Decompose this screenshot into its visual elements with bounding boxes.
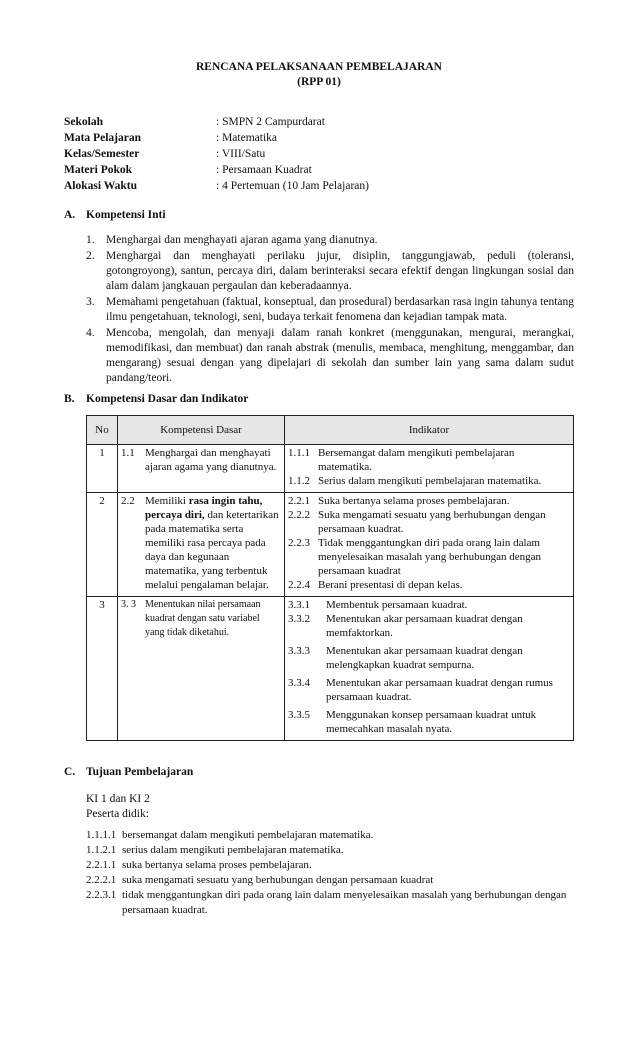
indikator-number: 3.3.2 <box>288 613 310 625</box>
item-text: Memahami pengetahuan (faktual, konseptual, dan prosedural) berdasarkan rasa ingin tahunya tentang ilmu pengetahuan, teknologi, seni, budaya terkait fenomena dan kejadian tampak mata. <box>106 296 574 323</box>
indikator-number: 2.2.1 <box>288 495 310 507</box>
section-a-heading <box>64 208 574 223</box>
indikator-text: Membentuk persamaan kuadrat. <box>326 599 468 611</box>
section-letter: A. <box>64 209 76 221</box>
kd-cell <box>118 493 285 597</box>
indikator-cell <box>285 493 574 597</box>
section-letter: B. <box>64 393 75 405</box>
section-title: Kompetensi Dasar dan Indikator <box>86 393 249 405</box>
item-number: 2.2.1.1 <box>86 859 117 871</box>
item-text: Menghargai dan menghayati perilaku jujur, disiplin, tanggungjawab, peduli (toleransi, gotongroyong), santun, percaya diri, dalam berinteraksi secara efektif dengan lingkungan sosial dan alam dalam jangkauan pergaulan dan keberadaannya. <box>106 250 574 292</box>
section-b-heading <box>64 392 574 407</box>
list-item <box>86 873 574 888</box>
list-item <box>86 249 574 294</box>
section-letter: C. <box>64 766 76 778</box>
table-row <box>87 597 574 741</box>
row-number: 3 <box>87 597 118 741</box>
list-item <box>86 326 574 386</box>
indikator-number: 2.2.3 <box>288 537 310 549</box>
info-value: : SMPN 2 Campurdarat <box>216 116 325 128</box>
item-number: 2. <box>86 250 95 262</box>
peserta-line: Peserta didik: <box>86 808 149 820</box>
document-title <box>64 60 574 90</box>
indikator-number: 3.3.4 <box>288 677 310 689</box>
indikator-number: 3.3.5 <box>288 709 310 721</box>
info-value: : VIII/Satu <box>216 148 266 160</box>
indikator-text: Menggunakan konsep persamaan kuadrat untuk memecahkan masalah nyata. <box>326 709 537 735</box>
identity-block <box>64 114 574 194</box>
row-number: 1 <box>87 445 118 493</box>
kd-number: 1.1 <box>121 447 135 459</box>
kd-text: Menghargai dan menghayati ajaran agama yang dianutnya. <box>145 447 277 473</box>
info-row-alokasi <box>64 178 574 194</box>
info-value: : Matematika <box>216 132 277 144</box>
info-label: Kelas/Semester <box>64 148 140 160</box>
indikator-text: Menentukan akar persamaan kuadrat dengan memfaktorkan. <box>326 613 523 639</box>
info-value: : Persamaan Kuadrat <box>216 164 312 176</box>
list-item <box>86 295 574 325</box>
indikator-text: Serius dalam mengikuti pembelajaran matematika. <box>318 475 542 487</box>
header-no: No <box>87 416 118 445</box>
section-title: Kompetensi Inti <box>86 209 166 221</box>
indikator-text: Suka bertanya selama proses pembelajaran. <box>318 495 510 507</box>
item-number: 1.1.1.1 <box>86 829 117 841</box>
list-item <box>86 888 574 918</box>
kd-number: 3. 3 <box>121 599 136 610</box>
info-label: Sekolah <box>64 116 103 128</box>
item-number: 2.2.2.1 <box>86 874 117 886</box>
info-row-mapel <box>64 130 574 146</box>
indikator-text: Berani presentasi di depan kelas. <box>318 579 463 591</box>
section-title: Tujuan Pembelajaran <box>86 766 194 778</box>
header-kd: Kompetensi Dasar <box>118 416 285 445</box>
indikator-text: Tidak menggantungkan diri pada orang lain dalam menyelesaikan masalah yang berhubungan dengan persamaan kuadrat <box>318 537 541 577</box>
indikator-cell <box>285 445 574 493</box>
kd-text-pre: Memiliki <box>145 495 186 507</box>
info-row-sekolah <box>64 114 574 130</box>
tujuan-block <box>86 792 574 918</box>
item-text: suka bertanya selama proses pembelajaran. <box>122 859 312 871</box>
list-item <box>86 828 574 843</box>
item-number: 1. <box>86 234 95 246</box>
tujuan-list <box>86 828 574 918</box>
section-c-heading <box>64 765 574 780</box>
kd-text <box>145 494 281 592</box>
indikator-cell <box>285 597 574 741</box>
item-number: 3. <box>86 296 95 308</box>
kd-text-bold: rasa ingin tahu, percaya diri, <box>145 495 263 521</box>
kd-number: 2.2 <box>121 495 135 507</box>
indikator-number: 2.2.4 <box>288 579 310 591</box>
indikator-number: 3.3.3 <box>288 645 310 657</box>
item-text: bersemangat dalam mengikuti pembelajaran matematika. <box>122 829 374 841</box>
table-row <box>87 493 574 597</box>
info-row-kelas <box>64 146 574 162</box>
kd-text-post: dan ketertarikan pada matematika serta memiliki rasa percaya pada daya dan kegunaan matematika, yang terbentuk melalui pengalaman belajar. <box>145 509 279 591</box>
info-row-materi <box>64 162 574 178</box>
indikator-text: Suka mengamati sesuatu yang berhubungan dengan persamaan kuadrat. <box>318 509 546 535</box>
list-item <box>86 858 574 873</box>
title-line-2: (RPP 01) <box>297 76 341 88</box>
ki-line: KI 1 dan KI 2 <box>86 793 150 805</box>
info-value: : 4 Pertemuan (10 Jam Pelajaran) <box>216 180 369 192</box>
item-text: Menghargai dan menghayati ajaran agama yang dianutnya. <box>106 234 378 246</box>
info-label: Mata Pelajaran <box>64 132 141 144</box>
row-number: 2 <box>87 493 118 597</box>
kd-cell <box>118 445 285 493</box>
kompetensi-inti-list <box>86 233 574 386</box>
indikator-text: Bersemangat dalam mengikuti pembelajaran matematika. <box>318 447 515 473</box>
list-item <box>86 843 574 858</box>
item-number: 2.2.3.1 <box>86 889 117 901</box>
list-item <box>86 233 574 248</box>
indikator-number: 1.1.1 <box>288 447 310 459</box>
item-text: tidak menggantungkan diri pada orang lain dalam menyelesaikan masalah yang berhubungan dengan persamaan kuadrat. <box>122 889 567 916</box>
info-label: Materi Pokok <box>64 164 133 176</box>
info-label: Alokasi Waktu <box>64 180 137 192</box>
table-row <box>87 445 574 493</box>
item-text: Mencoba, mengolah, dan menyaji dalam ranah konkret (menggunakan, mengurai, merangkai, memodifikasi, dan membuat) dan ranah abstrak (menulis, membaca, menghitung, menggambar, dan mengarang) sesuai dengan yang dipelajari di sekolah dan sumber lain yang sama dalam sudut pandang/teori. <box>106 327 574 384</box>
indikator-number: 1.1.2 <box>288 475 310 487</box>
item-number: 4. <box>86 327 95 339</box>
item-number: 1.1.2.1 <box>86 844 117 856</box>
item-text: serius dalam mengikuti pembelajaran matematika. <box>122 844 344 856</box>
table-header-row <box>87 416 574 445</box>
indikator-text: Menentukan akar persamaan kuadrat dengan rumus persamaan kuadrat. <box>326 677 553 703</box>
title-line-1: RENCANA PELAKSANAAN PEMBELAJARAN <box>196 61 442 73</box>
indikator-text: Menentukan akar persamaan kuadrat dengan melengkapkan kuadrat sempurna. <box>326 645 523 671</box>
kd-indikator-table <box>86 415 574 741</box>
indikator-number: 3.3.1 <box>288 599 310 611</box>
kd-text: Menentukan nilai persamaan kuadrat dengan satu variabel yang tidak diketahui. <box>145 599 261 638</box>
header-indikator: Indikator <box>285 416 574 445</box>
kd-cell <box>118 597 285 741</box>
indikator-number: 2.2.2 <box>288 509 310 521</box>
item-text: suka mengamati sesuatu yang berhubungan dengan persamaan kuadrat <box>122 874 434 886</box>
